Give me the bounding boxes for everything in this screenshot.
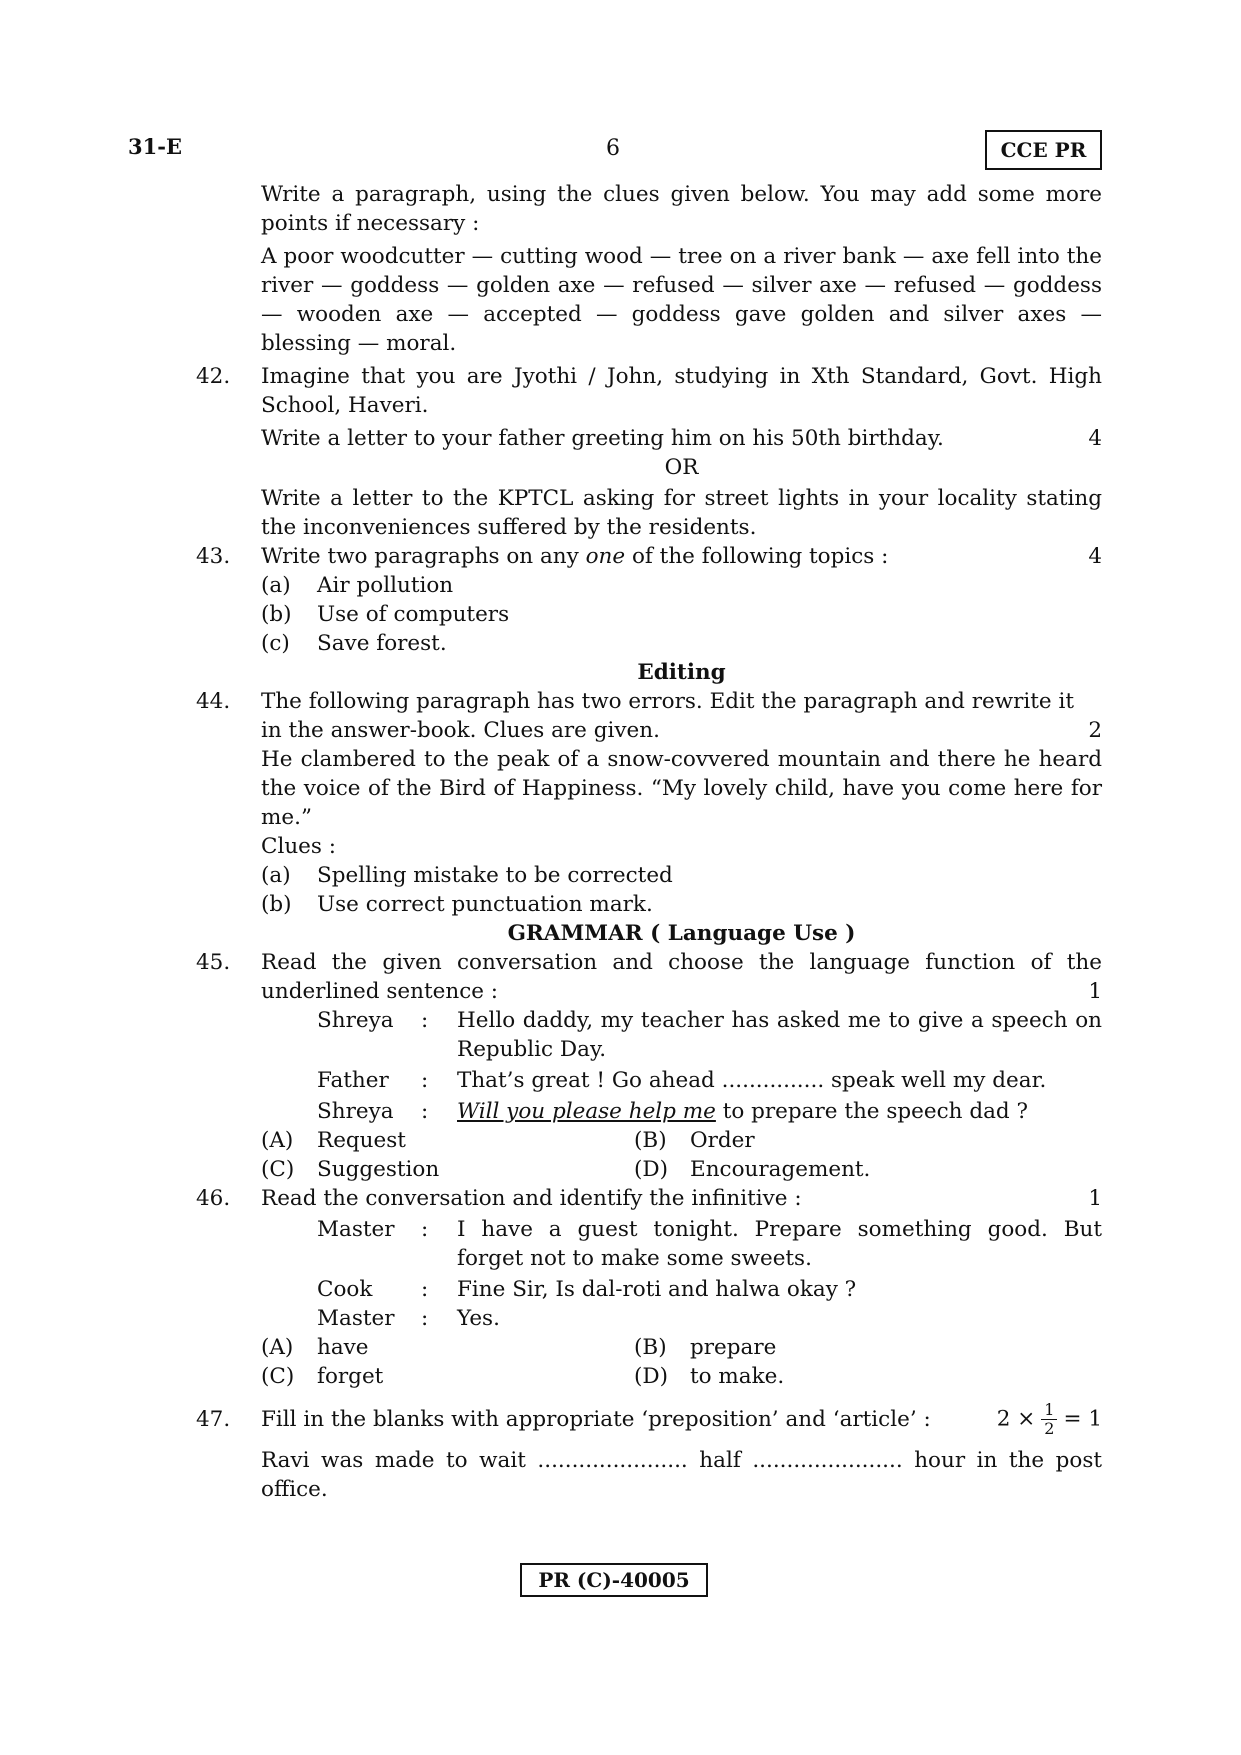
conversation-line: Master : Yes. bbox=[317, 1306, 500, 1331]
q46-question: Read the conversation and identify the infinitive : bbox=[261, 1186, 802, 1211]
choice: (A) have bbox=[261, 1335, 369, 1360]
q45-choices-row bbox=[196, 1155, 1102, 1184]
choice: (B) Order bbox=[634, 1128, 755, 1153]
q44-clue: (a) Spelling mistake to be corrected bbox=[261, 863, 673, 888]
q42-intro: Imagine that you are Jyothi / John, studying in Xth Standard, Govt. High School, Haveri. bbox=[261, 364, 1102, 418]
question-content bbox=[196, 180, 1102, 1504]
paper-code: 31-E bbox=[128, 134, 182, 159]
q44-passage: He clambered to the peak of a snow-covvered mountain and there he heard the voice of the Bird of Happiness. “My lovely child, have you come here for me.” bbox=[261, 747, 1102, 830]
q46-choices-row bbox=[196, 1333, 1102, 1362]
choice: (C) forget bbox=[261, 1364, 384, 1389]
q42-task2: Write a letter to the KPTCL asking for street lights in your locality stating the inconveniences suffered by the residents. bbox=[261, 486, 1102, 540]
q44-line2: in the answer-book. Clues are given. bbox=[261, 718, 660, 743]
editing-heading: Editing bbox=[637, 660, 726, 685]
underlined-sentence: Will you please help me bbox=[457, 1099, 716, 1124]
q44-line2-row bbox=[261, 716, 1102, 745]
marks-label: 4 bbox=[1088, 544, 1102, 569]
question-number: 44. bbox=[196, 689, 231, 714]
choice: (D) to make. bbox=[634, 1364, 785, 1389]
marks-label: 2 × $\frac{1}{2}$ = 1 bbox=[996, 1400, 1102, 1438]
choice: (D) Encouragement. bbox=[634, 1157, 871, 1182]
question-number: 47. bbox=[196, 1407, 231, 1432]
q47-question: Fill in the blanks with appropriate ‘preposition’ and ‘article’ : bbox=[261, 1407, 931, 1432]
q44-clue: (b) Use correct punctuation mark. bbox=[261, 892, 653, 917]
q43-question-row bbox=[261, 542, 1102, 571]
q43-option: (c) Save forest. bbox=[261, 631, 447, 656]
q44-line1: The following paragraph has two errors. Edit the paragraph and rewrite it bbox=[261, 689, 1074, 714]
fraction: $\frac{1}{2}$ bbox=[1041, 1401, 1057, 1438]
q46-question-row bbox=[261, 1184, 1102, 1213]
or-separator: OR bbox=[664, 455, 699, 480]
choice: (A) Request bbox=[261, 1128, 406, 1153]
q45-choices-row bbox=[196, 1126, 1102, 1155]
question-number: 45. bbox=[196, 950, 231, 975]
q47-sentence: Ravi was made to wait ...................... half ...................... hour in the post office. bbox=[261, 1448, 1102, 1502]
q41-instruction: Write a paragraph, using the clues given below. You may add some more points if necessary : bbox=[261, 182, 1102, 236]
question-number: 42. bbox=[196, 364, 231, 389]
choice: (B) prepare bbox=[634, 1335, 777, 1360]
q42-task1: Write a letter to your father greeting him on his 50th birthday. bbox=[261, 426, 944, 451]
question-45 bbox=[196, 948, 1102, 1006]
q42-task1-row bbox=[196, 424, 1102, 453]
page-number: 6 bbox=[606, 136, 620, 161]
question-43 bbox=[196, 542, 1102, 571]
question-number: 43. bbox=[196, 544, 231, 569]
marks-label: 4 bbox=[1088, 426, 1102, 451]
question-42 bbox=[196, 362, 1102, 420]
q41-clues: A poor woodcutter — cutting wood — tree on a river bank — axe fell into the river — goddess — golden axe — refused — silver axe — refused — goddess — wooden axe — accepted — goddess gave golden and silver axes — blessing — moral. bbox=[261, 244, 1102, 356]
q43-option: (a) Air pollution bbox=[261, 573, 454, 598]
conversation-line: Shreya : Hello daddy, my teacher has asked me to give a speech on Republic Day. bbox=[317, 1008, 1102, 1062]
footer-code-box: PR (C)-40005 bbox=[520, 1563, 708, 1597]
q45-line2-row bbox=[261, 977, 1102, 1006]
question-46 bbox=[196, 1184, 1102, 1213]
q45-line2: underlined sentence : bbox=[261, 979, 499, 1004]
marks-label: 1 bbox=[1088, 979, 1102, 1004]
conversation-line: Master : I have a guest tonight. Prepare something good. But forget not to make some sweets. bbox=[317, 1217, 1102, 1271]
grammar-heading: GRAMMAR ( Language Use ) bbox=[507, 921, 856, 946]
conversation-line: Father : That’s great ! Go ahead ............... speak well my dear. bbox=[317, 1068, 1047, 1093]
conversation-line: Cook : Fine Sir, Is dal-roti and halwa okay ? bbox=[317, 1277, 857, 1302]
q45-line1: Read the given conversation and choose the language function of the bbox=[261, 950, 1102, 975]
q44-clues-label: Clues : bbox=[261, 834, 337, 859]
marks-label: 2 bbox=[1088, 718, 1102, 743]
choice: (C) Suggestion bbox=[261, 1157, 440, 1182]
question-44 bbox=[196, 687, 1102, 745]
q46-choices-row bbox=[196, 1362, 1102, 1391]
q43-question: Write two paragraphs on any one of the following topics : bbox=[261, 544, 889, 569]
marks-label: 1 bbox=[1088, 1186, 1102, 1211]
q43-option: (b) Use of computers bbox=[261, 602, 510, 627]
q47-question-row bbox=[261, 1401, 1102, 1438]
exam-type-box: CCE PR bbox=[985, 130, 1102, 170]
question-number: 46. bbox=[196, 1186, 231, 1211]
conversation-line: Shreya : Will you please help me to prepare the speech dad ? bbox=[317, 1099, 1029, 1124]
question-47 bbox=[196, 1401, 1102, 1438]
